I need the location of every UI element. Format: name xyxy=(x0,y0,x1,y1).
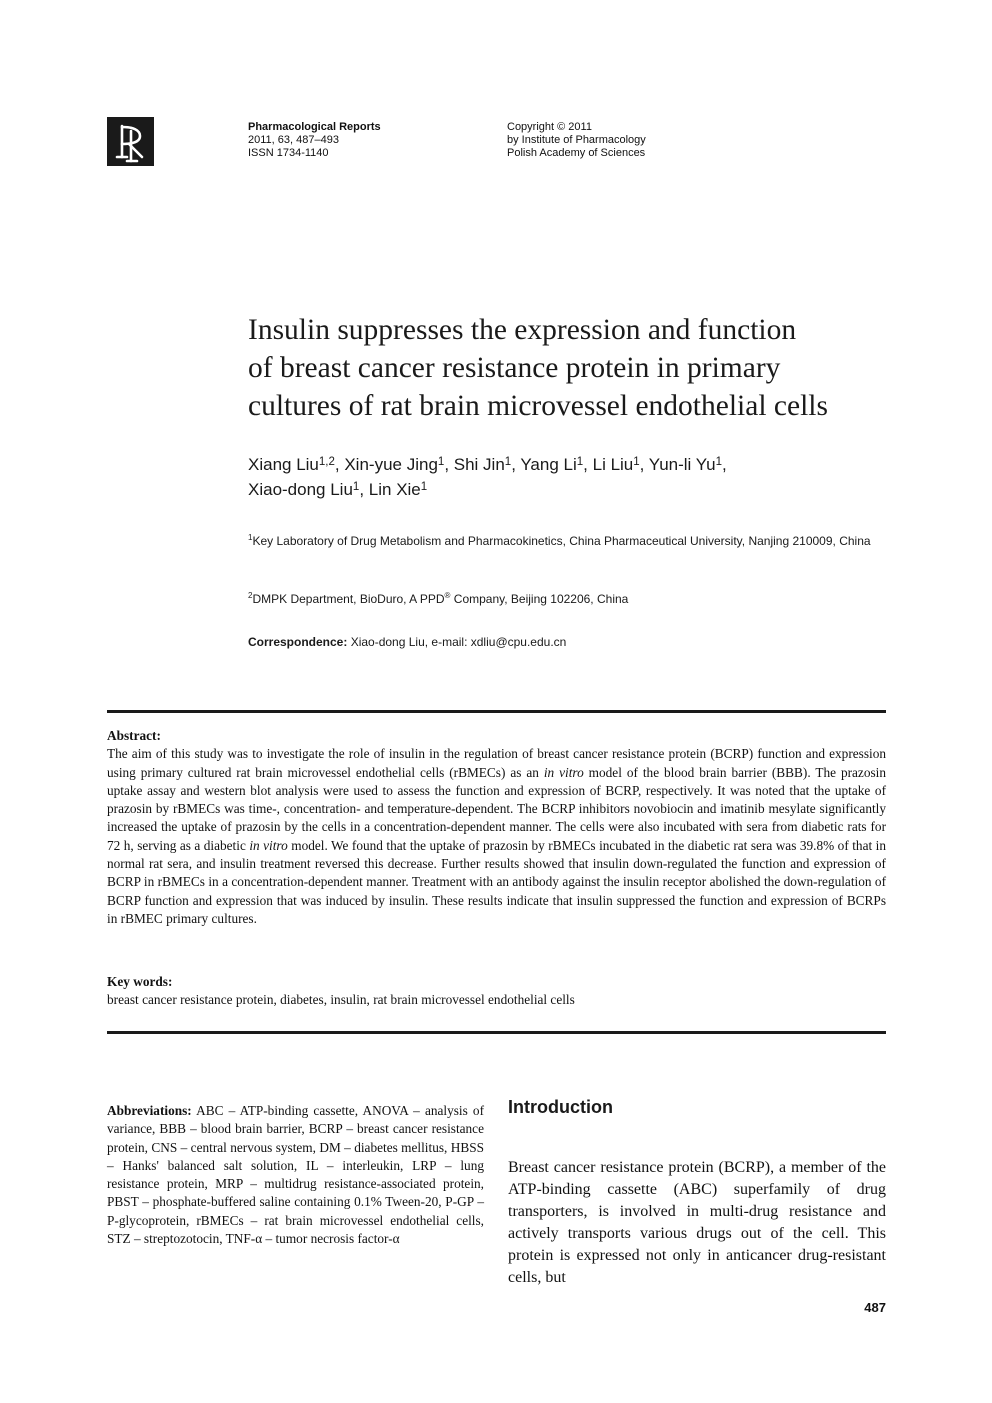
keywords-text: breast cancer resistance protein, diabetes, insulin, rat brain microvessel endothelial cells xyxy=(107,992,575,1008)
journal-logo xyxy=(107,117,154,166)
journal-issn: ISSN 1734-1140 xyxy=(248,147,329,159)
author-name: Xiang Liu xyxy=(248,455,319,474)
journal-info xyxy=(248,121,381,160)
author-affiliation-mark: 1 xyxy=(576,456,584,468)
journal-volume: 2011, 63, 487–493 xyxy=(248,134,339,146)
bottom-divider xyxy=(107,1031,886,1034)
article-title xyxy=(248,311,928,425)
author-separator: , xyxy=(511,455,521,474)
author-separator: , xyxy=(639,455,649,474)
introduction-heading: Introduction xyxy=(508,1097,613,1117)
title-line-1: Insulin suppresses the expression and function xyxy=(248,314,797,346)
author-separator: , xyxy=(722,455,727,474)
author-line-1 xyxy=(248,452,888,477)
author-affiliation-mark: 1 xyxy=(715,456,722,468)
pr-monogram-logo-icon xyxy=(107,117,154,166)
abstract xyxy=(107,727,886,928)
author-name: Shi Jin xyxy=(453,455,505,474)
author-name: Li Liu xyxy=(592,455,634,474)
author-separator: , xyxy=(444,455,454,474)
author-separator: , xyxy=(334,455,345,474)
abbreviations-heading: Abbreviations: xyxy=(107,1103,192,1118)
affiliation-text: DMPK Department, BioDuro, A PPD xyxy=(252,592,445,606)
author-list xyxy=(248,452,888,502)
introduction-text: Breast cancer resistance protein (BCRP), a member of the ATP-binding cassette (ABC) superfamily of drug transporters, is involved in multi-drug resistance and actively transports various drugs out of the cell. This protein is expressed not only in anticancer drug-resistant cells, but xyxy=(508,1159,886,1286)
author-name: Yun-li Yu xyxy=(648,455,716,474)
affiliation-2 xyxy=(248,591,888,607)
affiliation-number: 1 xyxy=(248,533,253,542)
abstract-text-2: model of the blood brain barrier (BBB). The prazosin uptake assay and western blot analysis were used to assess the function and expression of BCRP, respectively. It was noted that the uptake of prazosin by rBMECs was time-, concentration- and temperature-dependent. The BCRP inhibitors novobiocin and imatinib mesylate significantly increased the uptake of prazosin by the cells in a concentration-dependent manner. The cells were also incubated with sera from diabetic rats for 72 h, serving as a diabetic xyxy=(107,764,887,853)
correspondence xyxy=(248,634,888,650)
abstract-italic-1: in vitro xyxy=(543,764,584,780)
author-name: Yang Li xyxy=(520,455,577,474)
copyright-line-2: by Institute of Pharmacology xyxy=(507,134,646,146)
abstract-italic-2: in vitro xyxy=(249,837,288,853)
author-affiliation-mark: 1 xyxy=(437,456,445,468)
author-separator: , xyxy=(583,455,593,474)
affiliation-1 xyxy=(248,533,888,549)
author-name: Xiao-dong Liu xyxy=(248,480,353,499)
top-divider xyxy=(107,710,886,713)
author-line-2 xyxy=(248,477,888,502)
title-line-3: cultures of rat brain microvessel endothelial cells xyxy=(248,390,828,422)
abstract-body xyxy=(107,745,886,928)
correspondence-label: Correspondence: xyxy=(248,635,348,649)
affiliation-number: 2 xyxy=(248,591,253,600)
author-name: Lin Xie xyxy=(368,480,421,499)
author-affiliation-mark: 1,2 xyxy=(318,456,335,468)
abstract-text-3: model. We found that the uptake of prazosin by rBMECs incubated in the diabetic rat sera was 39.8% of that in normal rat sera, and insulin treatment reversed this decrease. Further results showed that insulin down-regulated the function and expression of BCRP in rBMECs in a concentration-dependent manner. Treatment with an antibody against the insulin receptor abolished the down-regulation of BCRP function and expression that was induced by insulin. These results indicate that insulin suppressed the function and expression of BCRPs in rBMEC primary cultures. xyxy=(107,837,886,926)
author-separator: , xyxy=(359,480,369,499)
copyright-info xyxy=(507,121,646,160)
registered-mark: ® xyxy=(444,591,451,600)
abstract-text-1: The aim of this study was to investigate the role of insulin in the regulation of breast cancer resistance protein (BCRP) function and expression using primary cultured rat brain microvessel endothelial cells (rBMECs) as an xyxy=(107,746,886,780)
journal-name: Pharmacological Reports xyxy=(248,121,381,133)
affiliation-text-end: Company, Beijing 102206, China xyxy=(450,592,629,606)
author-name: Xin-yue Jing xyxy=(344,455,438,474)
abbreviations xyxy=(107,1102,484,1248)
abstract-heading: Abstract: xyxy=(107,728,161,743)
author-affiliation-mark: 1 xyxy=(504,456,512,468)
title-line-2: of breast cancer resistance protein in primary xyxy=(248,352,781,384)
copyright-line-3: Polish Academy of Sciences xyxy=(507,147,646,159)
author-affiliation-mark: 1 xyxy=(352,481,360,493)
correspondence-text: Xiao-dong Liu, e-mail: xdliu@cpu.edu.cn xyxy=(347,635,567,649)
keywords xyxy=(107,973,886,1010)
page-number: 487 xyxy=(864,1300,886,1315)
author-affiliation-mark: 1 xyxy=(420,481,428,493)
abbreviations-text: ABC – ATP-binding cassette, ANOVA – analysis of variance, BBB – blood brain barrier, BCRP – breast cancer resistance protein, CNS – central nervous system, DM – diabetes mellitus, HBSS – Hanks' balanced salt solution, IL – interleukin, LRP – lung resistance protein, MRP – multidrug resistance-associated protein, PBST – phosphate-buffered saline containing 0.1% Tween-20, P-GP – P-glycoprotein, rBMECs – rat brain microvessel endothelial cells, STZ – streptozotocin, TNF-α – tumor necrosis factor-α xyxy=(107,1103,484,1247)
author-affiliation-mark: 1 xyxy=(633,456,640,468)
keywords-heading: Key words: xyxy=(107,974,173,989)
copyright-line-1: Copyright © 2011 xyxy=(507,121,592,133)
affiliation-text: Key Laboratory of Drug Metabolism and Pharmacokinetics, China Pharmaceutical University, Nanjing 210009, China xyxy=(252,534,871,548)
